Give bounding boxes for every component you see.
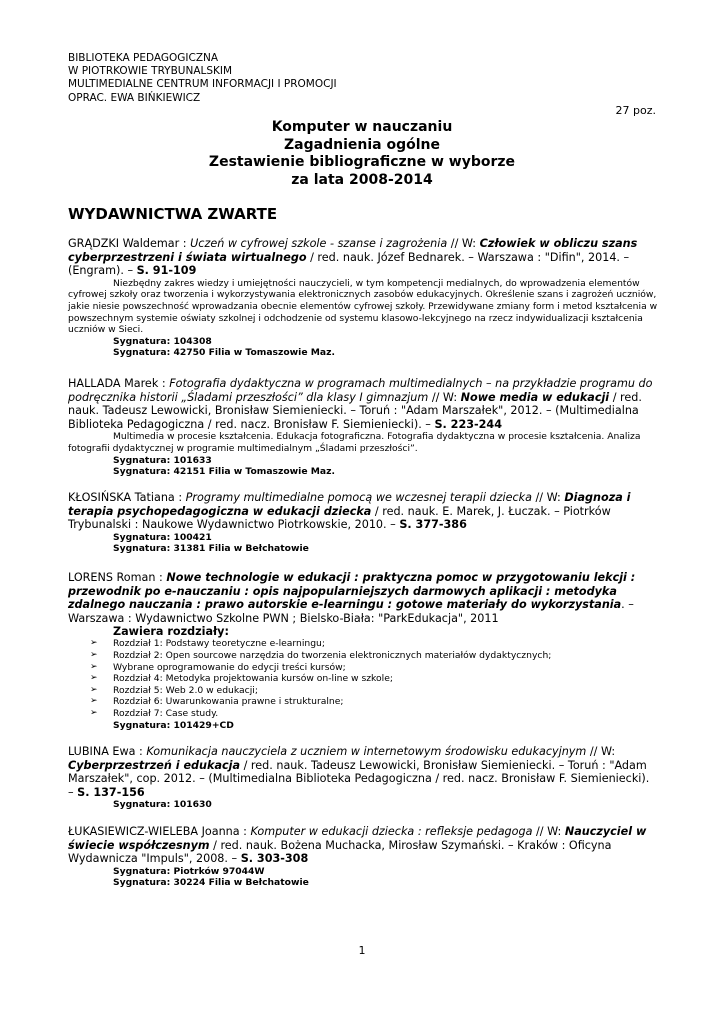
- chapter-text: Rozdział 7: Case study.: [113, 707, 219, 719]
- entry-citation: [68, 745, 658, 799]
- list-item: [90, 638, 658, 650]
- entry-in-prefix: // W:: [586, 745, 616, 758]
- entry-signature: Sygnatura: 101633: [113, 454, 212, 466]
- contents-label: Zawiera rozdziały:: [113, 625, 229, 639]
- arrow-bullet-icon: ➢: [90, 661, 98, 672]
- bibliography-entry: [68, 377, 658, 478]
- header-line: W PIOTRKOWIE TRYBUNALSKIM: [68, 65, 233, 78]
- entry-publication: / red. nauk. Tadeusz Lewowicki, Bronisław Siemieniecki. – Toruń : "Adam Marszałek", cop. 2012. – (Multimedialna Biblioteka Pedagogiczna / red. nacz. Bronisław F. Siemieniecki). –: [68, 758, 650, 799]
- chapter-text: Rozdział 5: Web 2.0 w edukacji;: [113, 684, 258, 696]
- entry-citation: [68, 377, 658, 431]
- entry-abstract: Niezbędny zakres wiedzy i umiejętności nauczycieli, w tym kompetencji medialnych, do wprowadzenia elementów cyfrowej szkoły oraz tworzenia i wykorzystywania elektronicznych zasobów edukacyjnych. Określenie szans i zagrożeń uczniów, jakie niesie powszechność wprowadzania obecnie elementów cyfrowej szkoły. Przewidywane zmiany form i metod kształcenia w powszechnym systemie oświaty szkolnej i odchodzenie od systemu klasowo-lekcyjnego na rzecz indywidualizacji kształcenia uczniów w Sieci.: [68, 277, 658, 336]
- chapter-text: Rozdział 4: Metodyka projektowania kursów on-line w szkole;: [113, 673, 393, 685]
- entry-container: Nowe media w edukacji: [460, 390, 610, 404]
- entry-citation: [68, 491, 658, 532]
- entry-author: GRĄDZKI Waldemar :: [68, 237, 191, 250]
- entry-in-prefix: // W:: [447, 237, 480, 250]
- entry-author: KŁOSIŃSKA Tatiana :: [68, 491, 186, 504]
- library-header: [68, 52, 337, 105]
- list-item: [90, 650, 658, 662]
- list-item: [90, 673, 658, 685]
- page-number: 1: [358, 944, 366, 957]
- title-line: za lata 2008-2014: [291, 171, 433, 188]
- bibliography-entry: [68, 825, 658, 889]
- entry-pages: S. 137-156: [77, 785, 145, 799]
- entry-signature: Sygnatura: 42750 Filia w Tomaszowie Maz.: [113, 347, 335, 359]
- bibliography-entry: [68, 745, 658, 811]
- entry-signature: Sygnatura: 42151 Filia w Tomaszowie Maz.: [113, 466, 335, 478]
- list-item: [90, 696, 658, 708]
- arrow-bullet-icon: ➢: [90, 696, 98, 707]
- entry-pages: S. 303-308: [240, 852, 309, 866]
- document-title: [0, 119, 724, 189]
- chapter-text: Wybrane oprogramowanie do edycji treści kursów;: [113, 661, 346, 673]
- entry-signature: Sygnatura: 31381 Filia w Bełchatowie: [113, 543, 309, 555]
- entry-container: Cyberprzestrzeń i edukacja: [68, 758, 241, 772]
- bibliography-entry: [68, 237, 658, 359]
- arrow-bullet-icon: ➢: [90, 673, 98, 684]
- entry-title: Fotografia dydaktyczna w programach multimedialnych – na przykładzie programu do podręcznika historii „Śladami przeszłości” dla klasy I gimnazjum: [68, 377, 653, 404]
- entry-title: Komunikacja nauczyciela z uczniem w internetowym środowisku edukacyjnym: [146, 745, 587, 758]
- arrow-bullet-icon: ➢: [90, 638, 98, 649]
- header-line: BIBLIOTEKA PEDAGOGICZNA: [68, 52, 219, 64]
- entry-pages: S. 223-244: [434, 417, 503, 431]
- entry-signature: Sygnatura: 30224 Filia w Bełchatowie: [113, 877, 309, 889]
- entry-signature: Sygnatura: 104308: [113, 335, 212, 347]
- chapter-text: Rozdział 1: Podstawy teoretyczne e-learningu;: [113, 638, 325, 650]
- entry-citation: [68, 571, 658, 625]
- section-heading: WYDAWNICTWA ZWARTE: [68, 205, 278, 223]
- entry-title: Nowe technologie w edukacji : praktyczna pomoc w przygotowaniu lekcji : przewodnik po e-nauczaniu : opis najpopularniejszych darmowych aplikacji : metodyka zdalnego nauczania : prawo autorskie e-learningu : gotowe materiały do wykorzystania: [68, 571, 636, 612]
- chapter-text: Rozdział 2: Open sourcowe narzędzia do tworzenia elektronicznych materiałów dydaktycznych;: [113, 649, 552, 661]
- entry-title: Uczeń w cyfrowej szkole - szanse i zagrożenia: [190, 237, 448, 250]
- bibliography-entry: [68, 571, 658, 731]
- entry-container: Diagnoza i terapia psychopedagogiczna w edukacji dziecka: [68, 491, 631, 518]
- entry-signature: Sygnatura: 100421: [113, 531, 212, 543]
- list-item: [90, 662, 658, 674]
- entry-publication: / red. nauk. E. Marek, J. Łuczak. – Piotrków Trybunalski : Naukowe Wydawnictwo Piotrkowskie, 2010. –: [68, 504, 611, 532]
- entry-title: Komputer w edukacji dziecka : refleksje pedagoga: [250, 825, 533, 838]
- title-line: Komputer w nauczaniu: [271, 119, 453, 135]
- entry-in-prefix: // W:: [428, 390, 461, 404]
- entry-container: Człowiek w obliczu szans cyberprzestrzeni i świata wirtualnego: [68, 237, 638, 264]
- entry-publication: . – Warszawa : Wydawnictwo Szkolne PWN ; Bielsko-Biała: "ParkEdukacja", 2011: [68, 598, 634, 625]
- entry-publication: / red. nauk. Józef Bednarek. – Warszawa : "Difin", 2014. – (Engram). –: [68, 250, 630, 278]
- arrow-bullet-icon: ➢: [90, 684, 98, 695]
- list-item: [90, 708, 658, 720]
- entry-author: HALLADA Marek :: [68, 377, 170, 390]
- entry-pages: S. 91-109: [136, 264, 197, 278]
- entry-in-prefix: // W:: [531, 491, 565, 504]
- arrow-bullet-icon: ➢: [90, 649, 98, 660]
- entry-signature: Sygnatura: Piotrków 97044W: [113, 865, 265, 877]
- entry-citation: [68, 825, 658, 866]
- entry-author: ŁUKASIEWICZ-WIELEBA Joanna :: [68, 825, 251, 838]
- list-item: [90, 685, 658, 697]
- entry-publication: / red. nauk. Tadeusz Lewowicki, Bronisław Siemieniecki. – Toruń : "Adam Marszałek", 2012. – (Multimedialna Biblioteka Pedagogiczna / red. nacz. Bronisław F. Siemieniecki). –: [68, 390, 642, 431]
- entry-pages: S. 377-386: [399, 518, 467, 532]
- entry-abstract: Multimedia w procesie kształcenia. Edukacja fotograficzna. Fotografia dydaktyczna w procesie kształcenia. Analiza fotografii dydaktycznej w programie multimedialnym „Śladami przeszłości”.: [68, 431, 641, 454]
- bibliography-entry: [68, 491, 658, 555]
- header-line: OPRAC. EWA BIŃKIEWICZ: [68, 91, 201, 104]
- chapter-text: Rozdział 6: Uwarunkowania prawne i strukturalne;: [113, 696, 344, 708]
- entry-publication: / red. nauk. Bożena Muchacka, Mirosław Szymański. – Kraków : Oficyna Wydawnicza "Impuls", 2008. –: [68, 838, 612, 866]
- entry-container: Nauczyciel w świecie współczesnym: [68, 825, 647, 852]
- title-line: Zagadnienia ogólne: [284, 136, 440, 153]
- title-line: Zestawienie bibliograficzne w wyborze: [208, 154, 516, 170]
- entry-signature: Sygnatura: 101630: [113, 799, 212, 811]
- arrow-bullet-icon: ➢: [90, 707, 98, 718]
- item-count: 27 poz.: [615, 104, 656, 117]
- entry-in-prefix: // W:: [532, 825, 565, 838]
- header-line: MULTIMEDIALNE CENTRUM INFORMACJI I PROMOCJI: [68, 78, 337, 91]
- entry-citation: [68, 237, 658, 278]
- entry-title: Programy multimedialne pomocą we wczesnej terapii dziecka: [185, 491, 532, 504]
- entry-author: LORENS Roman :: [68, 571, 167, 584]
- chapter-list: [68, 638, 658, 719]
- entry-author: LUBINA Ewa :: [68, 745, 147, 758]
- entry-signature: Sygnatura: 101429+CD: [113, 719, 234, 731]
